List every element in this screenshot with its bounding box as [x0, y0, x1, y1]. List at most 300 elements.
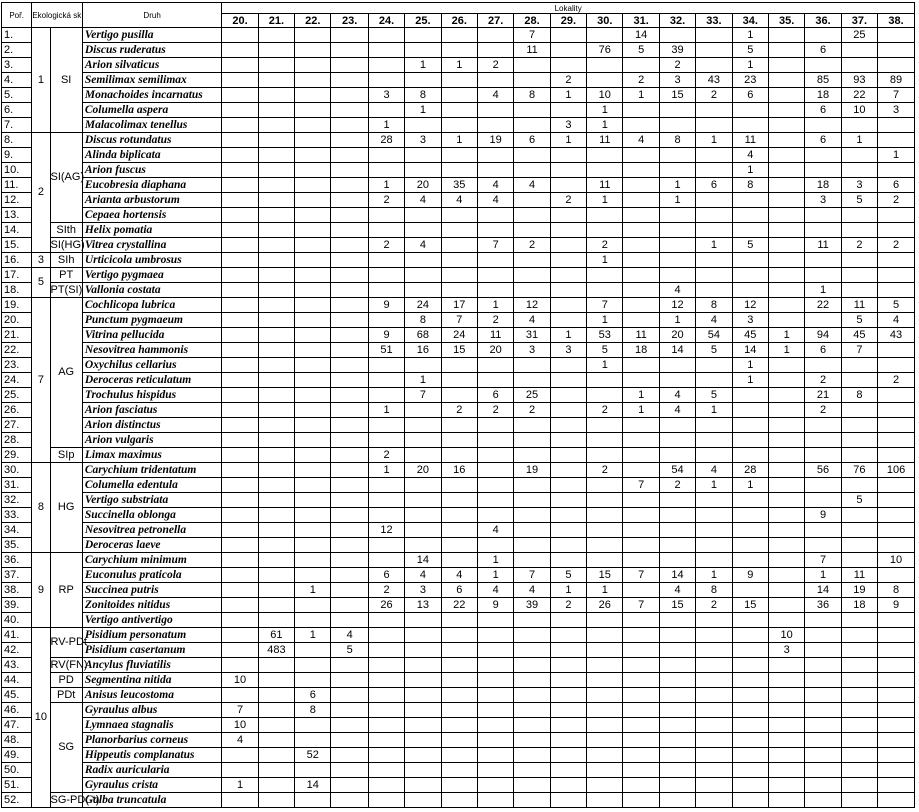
- count-cell: [368, 358, 404, 373]
- count-cell: [623, 748, 659, 763]
- count-cell: 6: [805, 43, 841, 58]
- count-cell: [295, 358, 331, 373]
- count-cell: [768, 88, 804, 103]
- count-cell: [587, 433, 623, 448]
- count-cell: [368, 223, 404, 238]
- count-cell: 28: [368, 133, 404, 148]
- eco-group: SG-PD(-t): [50, 793, 100, 806]
- header-druh: Druh: [82, 3, 221, 28]
- group-number: 7: [32, 298, 50, 463]
- count-cell: [768, 43, 804, 58]
- group-number: 8: [32, 463, 50, 553]
- count-cell: [405, 703, 441, 718]
- table-row: [2, 343, 915, 358]
- count-cell: [587, 418, 623, 433]
- count-cell: 11: [841, 298, 877, 313]
- count-cell: [732, 613, 768, 628]
- table-row: [2, 73, 915, 88]
- count-cell: [295, 313, 331, 328]
- row-number: 51.: [2, 778, 32, 793]
- count-cell: 1: [477, 298, 513, 313]
- count-cell: [841, 523, 877, 538]
- count-cell: [623, 373, 659, 388]
- count-cell: [222, 628, 258, 643]
- count-cell: [258, 133, 294, 148]
- count-cell: [696, 523, 732, 538]
- count-cell: [732, 778, 768, 793]
- count-cell: [768, 463, 804, 478]
- count-cell: [587, 223, 623, 238]
- count-cell: [258, 178, 294, 193]
- count-cell: [258, 253, 294, 268]
- count-cell: [477, 793, 513, 808]
- count-cell: [841, 163, 877, 178]
- table-row: [2, 583, 915, 598]
- count-cell: 52: [295, 748, 331, 763]
- count-cell: [550, 688, 586, 703]
- count-cell: [768, 133, 804, 148]
- species-name: Helix pomatia: [82, 223, 221, 238]
- count-cell: [477, 733, 513, 748]
- count-cell: 2: [477, 403, 513, 418]
- count-cell: [514, 718, 550, 733]
- species-name: Cepaea hortensis: [82, 208, 221, 223]
- site-header: 21.: [258, 14, 294, 28]
- count-cell: [878, 748, 915, 763]
- count-cell: 5: [696, 388, 732, 403]
- count-cell: [295, 658, 331, 673]
- count-cell: [441, 613, 477, 628]
- row-number: 41.: [2, 628, 32, 643]
- count-cell: [222, 28, 258, 43]
- count-cell: [368, 478, 404, 493]
- count-cell: [587, 748, 623, 763]
- count-cell: [841, 613, 877, 628]
- count-cell: [550, 388, 586, 403]
- count-cell: 19: [514, 463, 550, 478]
- row-number: 4.: [2, 73, 32, 88]
- count-cell: 2: [587, 238, 623, 253]
- count-cell: 6: [368, 568, 404, 583]
- species-name: Lymnaea stagnalis: [82, 718, 221, 733]
- count-cell: [587, 523, 623, 538]
- count-cell: [768, 193, 804, 208]
- count-cell: [514, 268, 550, 283]
- count-cell: [514, 253, 550, 268]
- count-cell: [878, 223, 915, 238]
- table-row: [2, 403, 915, 418]
- site-header: 28.: [514, 14, 550, 28]
- count-cell: [841, 538, 877, 553]
- count-cell: [805, 163, 841, 178]
- count-cell: [841, 763, 877, 778]
- count-cell: [805, 733, 841, 748]
- count-cell: [841, 733, 877, 748]
- count-cell: 1: [550, 583, 586, 598]
- count-cell: [878, 448, 915, 463]
- count-cell: [514, 733, 550, 748]
- count-cell: 5: [331, 643, 368, 658]
- count-cell: [623, 433, 659, 448]
- count-cell: [878, 58, 915, 73]
- count-cell: 2: [659, 478, 695, 493]
- count-cell: [295, 508, 331, 523]
- count-cell: [477, 703, 513, 718]
- count-cell: [222, 358, 258, 373]
- count-cell: 5: [550, 568, 586, 583]
- count-cell: [477, 103, 513, 118]
- count-cell: [222, 238, 258, 253]
- count-cell: [295, 538, 331, 553]
- count-cell: [659, 238, 695, 253]
- count-cell: [222, 313, 258, 328]
- count-cell: 8: [514, 88, 550, 103]
- count-cell: 4: [331, 628, 368, 643]
- row-number: 5.: [2, 88, 32, 103]
- count-cell: [841, 703, 877, 718]
- count-cell: 6: [441, 583, 477, 598]
- species-name: Vertigo pygmaea: [82, 268, 221, 283]
- count-cell: 23: [732, 73, 768, 88]
- count-cell: [295, 493, 331, 508]
- row-number: 36.: [2, 553, 32, 568]
- count-cell: [587, 763, 623, 778]
- count-cell: 1: [696, 403, 732, 418]
- count-cell: [368, 313, 404, 328]
- row-number: 2.: [2, 43, 32, 58]
- count-cell: 3: [405, 583, 441, 598]
- row-number: 17.: [2, 268, 32, 283]
- count-cell: [331, 733, 368, 748]
- row-number: 3.: [2, 58, 32, 73]
- row-number: 10.: [2, 163, 32, 178]
- count-cell: [768, 388, 804, 403]
- count-cell: [368, 688, 404, 703]
- count-cell: [878, 763, 915, 778]
- count-cell: [477, 253, 513, 268]
- count-cell: [841, 793, 877, 808]
- count-cell: [696, 28, 732, 43]
- count-cell: [331, 193, 368, 208]
- count-cell: [878, 268, 915, 283]
- count-cell: [222, 298, 258, 313]
- count-cell: 2: [550, 598, 586, 613]
- count-cell: [441, 223, 477, 238]
- count-cell: [477, 223, 513, 238]
- count-cell: [768, 793, 804, 808]
- table-row: [2, 253, 915, 268]
- count-cell: 4: [732, 148, 768, 163]
- count-cell: [878, 643, 915, 658]
- count-cell: [587, 733, 623, 748]
- count-cell: [514, 448, 550, 463]
- count-cell: 10: [878, 553, 915, 568]
- site-header: 37.: [841, 14, 877, 28]
- count-cell: [659, 118, 695, 133]
- count-cell: [441, 358, 477, 373]
- count-cell: [441, 538, 477, 553]
- count-cell: [368, 748, 404, 763]
- count-cell: [331, 598, 368, 613]
- count-cell: [878, 253, 915, 268]
- count-cell: [405, 643, 441, 658]
- count-cell: [659, 418, 695, 433]
- count-cell: [623, 508, 659, 523]
- count-cell: 3: [878, 103, 915, 118]
- row-number: 21.: [2, 328, 32, 343]
- count-cell: [659, 748, 695, 763]
- count-cell: [222, 403, 258, 418]
- count-cell: [258, 793, 294, 808]
- count-cell: [441, 433, 477, 448]
- count-cell: 8: [295, 703, 331, 718]
- count-cell: [659, 643, 695, 658]
- count-cell: [659, 223, 695, 238]
- count-cell: [331, 463, 368, 478]
- count-cell: 2: [368, 448, 404, 463]
- count-cell: [295, 403, 331, 418]
- count-cell: [768, 568, 804, 583]
- count-cell: [768, 733, 804, 748]
- count-cell: [514, 703, 550, 718]
- count-cell: [878, 733, 915, 748]
- table-row: [2, 373, 915, 388]
- count-cell: 11: [477, 328, 513, 343]
- count-cell: [477, 268, 513, 283]
- count-cell: [258, 493, 294, 508]
- table-row: [2, 433, 915, 448]
- count-cell: 4: [659, 283, 695, 298]
- count-cell: [441, 373, 477, 388]
- count-cell: [732, 118, 768, 133]
- count-cell: 17: [441, 298, 477, 313]
- table-row: [2, 268, 915, 283]
- header-lokality: Lokality: [222, 3, 915, 14]
- count-cell: 1: [368, 178, 404, 193]
- row-number: 20.: [2, 313, 32, 328]
- count-cell: [623, 253, 659, 268]
- count-cell: 4: [659, 388, 695, 403]
- count-cell: [587, 703, 623, 718]
- site-header: 38.: [878, 14, 915, 28]
- table-row: [2, 598, 915, 613]
- count-cell: [659, 793, 695, 808]
- row-number: 28.: [2, 433, 32, 448]
- count-cell: [587, 778, 623, 793]
- count-cell: [805, 793, 841, 808]
- count-cell: [258, 343, 294, 358]
- count-cell: [623, 688, 659, 703]
- count-cell: [659, 493, 695, 508]
- count-cell: [295, 733, 331, 748]
- count-cell: [659, 613, 695, 628]
- count-cell: [659, 688, 695, 703]
- count-cell: [696, 448, 732, 463]
- count-cell: [441, 148, 477, 163]
- count-cell: [768, 208, 804, 223]
- count-cell: [441, 283, 477, 298]
- count-cell: [623, 448, 659, 463]
- count-cell: [696, 373, 732, 388]
- count-cell: [550, 163, 586, 178]
- table-row: [2, 733, 915, 748]
- count-cell: [805, 703, 841, 718]
- count-cell: [477, 358, 513, 373]
- count-cell: 2: [550, 73, 586, 88]
- site-header: 27.: [477, 14, 513, 28]
- count-cell: [805, 688, 841, 703]
- count-cell: [441, 763, 477, 778]
- count-cell: [222, 523, 258, 538]
- count-cell: [878, 793, 915, 808]
- count-cell: [732, 718, 768, 733]
- count-cell: [550, 178, 586, 193]
- count-cell: 39: [659, 43, 695, 58]
- row-number: 39.: [2, 598, 32, 613]
- count-cell: [477, 373, 513, 388]
- count-cell: [295, 553, 331, 568]
- eco-group: RV-PDt: [50, 628, 82, 658]
- count-cell: [623, 118, 659, 133]
- count-cell: [222, 148, 258, 163]
- count-cell: [768, 418, 804, 433]
- count-cell: [295, 433, 331, 448]
- count-cell: 14: [805, 583, 841, 598]
- count-cell: [295, 193, 331, 208]
- count-cell: [405, 283, 441, 298]
- table-container: [1, 2, 915, 808]
- count-cell: [878, 403, 915, 418]
- count-cell: [659, 763, 695, 778]
- count-cell: [550, 238, 586, 253]
- count-cell: [550, 253, 586, 268]
- count-cell: [331, 613, 368, 628]
- count-cell: [441, 628, 477, 643]
- count-cell: [623, 793, 659, 808]
- count-cell: 3: [368, 88, 404, 103]
- count-cell: 7: [841, 343, 877, 358]
- count-cell: [331, 763, 368, 778]
- count-cell: [368, 163, 404, 178]
- count-cell: [696, 688, 732, 703]
- count-cell: [768, 313, 804, 328]
- count-cell: [841, 433, 877, 448]
- table-row: [2, 28, 915, 43]
- count-cell: [805, 58, 841, 73]
- count-cell: 1: [696, 568, 732, 583]
- count-cell: [405, 253, 441, 268]
- count-cell: 4: [477, 583, 513, 598]
- table-row: [2, 703, 915, 718]
- site-header: 23.: [331, 14, 368, 28]
- count-cell: [623, 673, 659, 688]
- eco-group: PT(SI): [50, 283, 83, 296]
- count-cell: 7: [514, 28, 550, 43]
- count-cell: [768, 373, 804, 388]
- count-cell: [258, 433, 294, 448]
- count-cell: [222, 208, 258, 223]
- count-cell: 2: [514, 403, 550, 418]
- count-cell: [696, 163, 732, 178]
- count-cell: 2: [623, 73, 659, 88]
- count-cell: [222, 418, 258, 433]
- count-cell: [222, 748, 258, 763]
- row-number: 23.: [2, 358, 32, 373]
- count-cell: 10: [587, 88, 623, 103]
- count-cell: [258, 193, 294, 208]
- count-cell: [368, 493, 404, 508]
- row-number: 37.: [2, 568, 32, 583]
- count-cell: [331, 103, 368, 118]
- count-cell: [587, 643, 623, 658]
- count-cell: [441, 673, 477, 688]
- site-header: 32.: [659, 14, 695, 28]
- count-cell: 14: [659, 568, 695, 583]
- count-cell: 8: [732, 178, 768, 193]
- count-cell: [222, 388, 258, 403]
- count-cell: 1: [587, 118, 623, 133]
- count-cell: [441, 238, 477, 253]
- count-cell: [732, 688, 768, 703]
- table-row: [2, 778, 915, 793]
- species-name: Monachoides incarnatus: [82, 88, 221, 103]
- count-cell: [878, 388, 915, 403]
- count-cell: 5: [732, 43, 768, 58]
- count-cell: [696, 193, 732, 208]
- count-cell: [222, 643, 258, 658]
- species-name: Segmentina nitida: [82, 673, 221, 688]
- count-cell: [696, 703, 732, 718]
- count-cell: [405, 433, 441, 448]
- count-cell: [587, 673, 623, 688]
- count-cell: [550, 358, 586, 373]
- count-cell: 9: [368, 328, 404, 343]
- table-row: [2, 643, 915, 658]
- count-cell: 85: [805, 73, 841, 88]
- count-cell: [368, 253, 404, 268]
- row-number: 42.: [2, 643, 32, 658]
- table-row: [2, 538, 915, 553]
- count-cell: 5: [623, 43, 659, 58]
- count-cell: [878, 718, 915, 733]
- row-number: 11.: [2, 178, 32, 193]
- count-cell: [623, 193, 659, 208]
- count-cell: [841, 148, 877, 163]
- count-cell: [331, 583, 368, 598]
- table-row: [2, 748, 915, 763]
- count-cell: [841, 253, 877, 268]
- table-row: [2, 388, 915, 403]
- count-cell: [659, 28, 695, 43]
- count-cell: [587, 28, 623, 43]
- count-cell: [295, 373, 331, 388]
- table-row: [2, 448, 915, 463]
- header-eko: Ekologická sk.: [32, 3, 83, 28]
- count-cell: [295, 73, 331, 88]
- count-cell: [805, 778, 841, 793]
- count-cell: [222, 43, 258, 58]
- count-cell: [768, 778, 804, 793]
- count-cell: [295, 343, 331, 358]
- count-cell: [514, 613, 550, 628]
- table-row: [2, 103, 915, 118]
- count-cell: [258, 508, 294, 523]
- count-cell: [477, 118, 513, 133]
- count-cell: [368, 73, 404, 88]
- species-name: Arion fuscus: [82, 163, 221, 178]
- site-header: 20.: [222, 14, 258, 28]
- count-cell: [405, 208, 441, 223]
